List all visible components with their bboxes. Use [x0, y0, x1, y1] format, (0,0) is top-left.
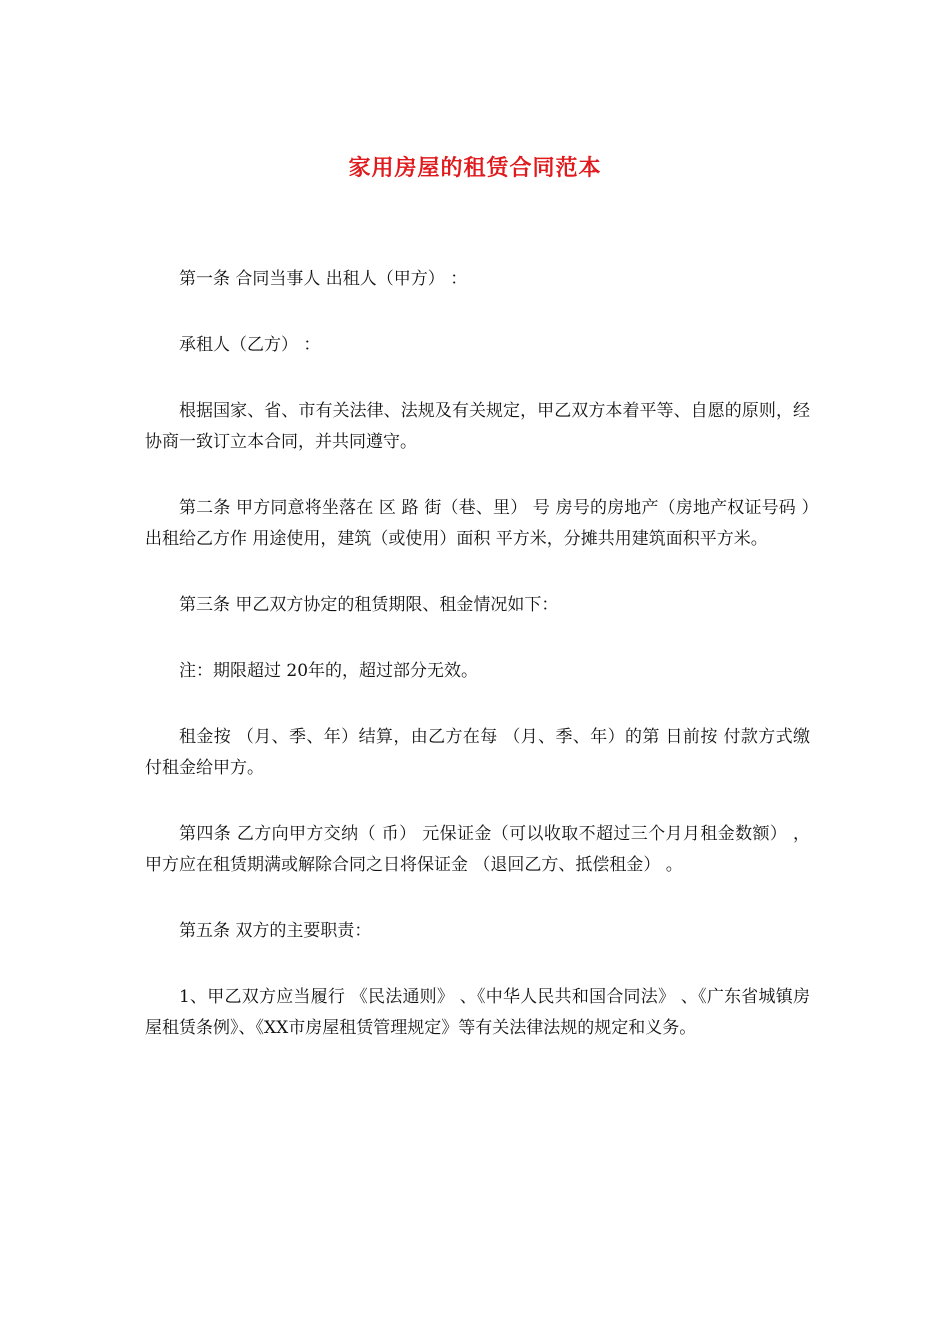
- paragraph-lessee: 承租人（乙方） ：: [179, 335, 321, 355]
- paragraph-basis: 根据国家、省、市有关法律、法规及有关规定，甲乙双方本着平等、自愿的原则，经协商一致订立本合同，并共同遵守。: [145, 401, 810, 452]
- paragraph-article-4: 第四条 乙方向甲方交纳（ 币） 元保证金（可以收取不超过三个月月租金数额） ，甲方应在租赁期满或解除合同之日将保证金 （退回乙方、抵偿租金） 。: [145, 824, 810, 875]
- paragraph-article-1: 第一条 合同当事人 出租人（甲方） ：: [179, 269, 468, 289]
- paragraph-article-3: 第三条 甲乙双方协定的租赁期限、租金情况如下：: [179, 595, 559, 615]
- paragraph-article-2: 第二条 甲方同意将坐落在 区 路 街（巷、里） 号 房号的房地产（房地产权证号码 ）出租给乙方作 用途使用，建筑（或使用）面积 平方米，分摊共用建筑面积平方米。: [145, 498, 810, 549]
- document-body: [145, 264, 810, 1079]
- paragraph-note: 注：期限超过 20年的，超过部分无效。: [179, 661, 479, 681]
- document-title: 家用房屋的租赁合同范本: [348, 155, 602, 181]
- paragraph-duty-1: 1、甲乙双方应当履行 《民法通则》 、《中华人民共和国合同法》 、《广东省城镇房屋租赁条例》、《XX市房屋租赁管理规定》等有关法律法规的规定和义务。: [145, 987, 810, 1038]
- paragraph-rent-payment: 租金按 （月、季、年）结算，由乙方在每 （月、季、年）的第 日前按 付款方式缴付租金给甲方。: [145, 727, 810, 778]
- paragraph-article-5: 第五条 双方的主要职责：: [179, 921, 372, 941]
